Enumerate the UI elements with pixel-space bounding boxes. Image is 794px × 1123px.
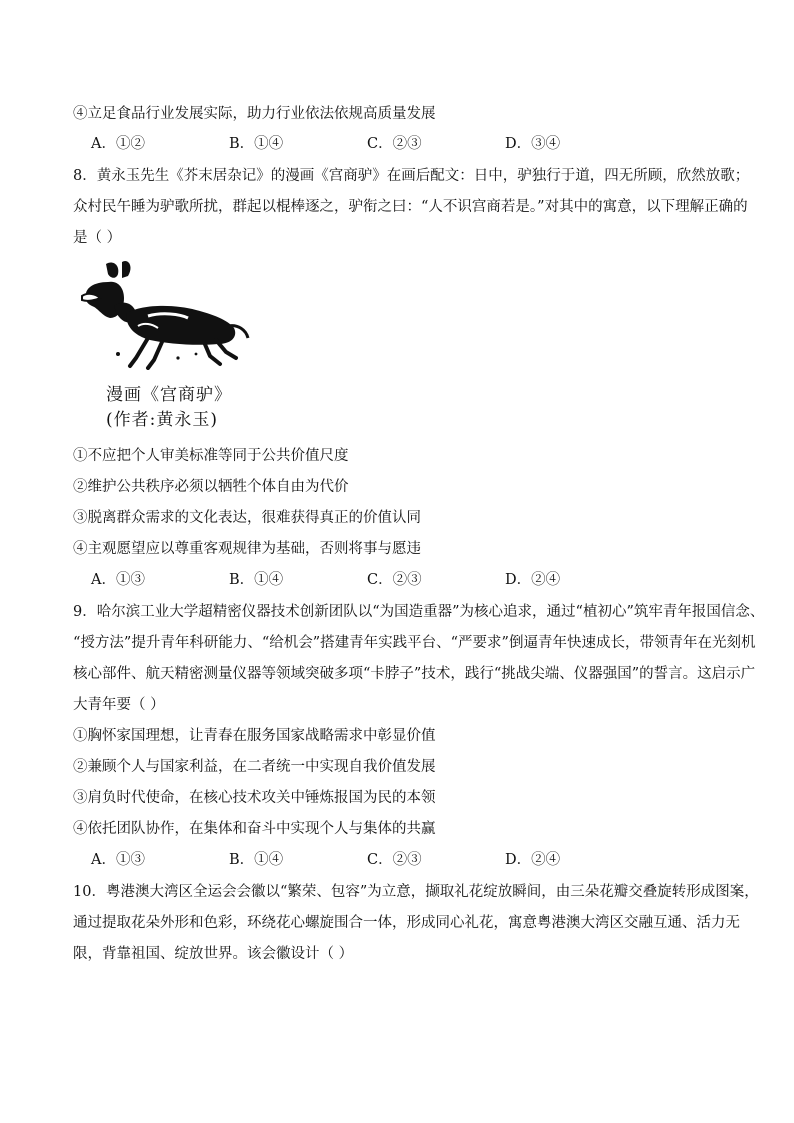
q9-stem-line1: 9．哈尔滨工业大学超精密仪器技术创新团队以“为国造重器”为核心追求，通过“植初心”筑牢青年报国信念、 xyxy=(73,604,765,620)
cartoon-donkey-figure xyxy=(78,258,250,436)
option-c: C．②③ xyxy=(367,852,422,868)
option-b: B．①④ xyxy=(229,852,284,868)
option-d: D．③④ xyxy=(505,136,561,152)
option-b: B．①④ xyxy=(229,572,284,588)
q10-stem-line1: 10．粤港澳大湾区全运会会徽以“繁荣、包容”为立意，撷取礼花绽放瞬间，由三朵花瓣交叠旋转形成图案， xyxy=(73,884,759,900)
q8-stem-line1: 8．黄永玉先生《芥末居杂记》的漫画《宫商驴》在画后配文：日中，驴独行于道，四无所顾，欣然放歌； xyxy=(73,168,750,184)
q10-stem-line2: 通过提取花朵外形和色彩，环绕花心螺旋围合一体，形成同心礼花，寓意粤港澳大湾区交融互通、活力无 xyxy=(73,915,740,931)
option-a: A．①② xyxy=(91,136,145,152)
option-d: D．②④ xyxy=(505,852,561,868)
prev-statement-4: ④立足食品行业发展实际，助力行业依法依规高质量发展 xyxy=(73,106,436,122)
q8-statement-1: ①不应把个人审美标准等同于公共价值尺度 xyxy=(73,448,349,464)
figure-caption-author: (作者:黄永玉) xyxy=(106,410,218,430)
q8-statement-4: ④主观愿望应以尊重客观规律为基础，否则将事与愿违 xyxy=(73,541,421,557)
q8-stem-line3: 是（ ） xyxy=(73,230,122,246)
figure-caption-title: 漫画《宫商驴》 xyxy=(106,385,232,405)
q9-stem-line3: 核心部件、航天精密测量仪器等领域突破多项“卡脖子”技术，践行“挑战尖端、仪器强国”的誓言。这启示广 xyxy=(73,666,756,682)
option-d: D．②④ xyxy=(505,572,561,588)
option-b: B．①④ xyxy=(229,136,284,152)
option-c: C．②③ xyxy=(367,136,422,152)
q9-statement-4: ④依托团队协作，在集体和奋斗中实现个人与集体的共赢 xyxy=(73,821,436,837)
q8-options xyxy=(91,570,643,590)
option-a: A．①③ xyxy=(91,572,145,588)
option-a: A．①③ xyxy=(91,852,145,868)
option-c: C．②③ xyxy=(367,572,422,588)
q8-statement-3: ③脱离群众需求的文化表达，很难获得真正的价值认同 xyxy=(73,510,421,526)
donkey-ink-drawing xyxy=(78,258,250,370)
q9-stem-line4: 大青年要（ ） xyxy=(73,697,165,713)
q9-statement-1: ①胸怀家国理想，让青春在服务国家战略需求中彰显价值 xyxy=(73,728,436,744)
q9-statement-3: ③肩负时代使命，在核心技术攻关中锤炼报国为民的本领 xyxy=(73,790,436,806)
q8-statement-2: ②维护公共秩序必须以牺牲个体自由为代价 xyxy=(73,479,349,495)
prev-options xyxy=(91,134,643,154)
q9-statement-2: ②兼顾个人与国家利益，在二者统一中实现自我价值发展 xyxy=(73,759,436,775)
q8-stem-line2: 众村民午睡为驴歌所扰，群起以棍棒逐之，驴衔之曰：“人不识宫商若是。”对其中的寓意，以下理解正确的 xyxy=(73,199,748,215)
q9-options xyxy=(91,850,643,870)
q10-stem-line3: 限，背靠祖国、绽放世界。该会徽设计（ ） xyxy=(73,946,354,962)
q9-stem-line2: “授方法”提升青年科研能力、“给机会”搭建青年实践平台、“严要求”倒逼青年快速成长，带领青年在光刻机 xyxy=(73,635,756,651)
